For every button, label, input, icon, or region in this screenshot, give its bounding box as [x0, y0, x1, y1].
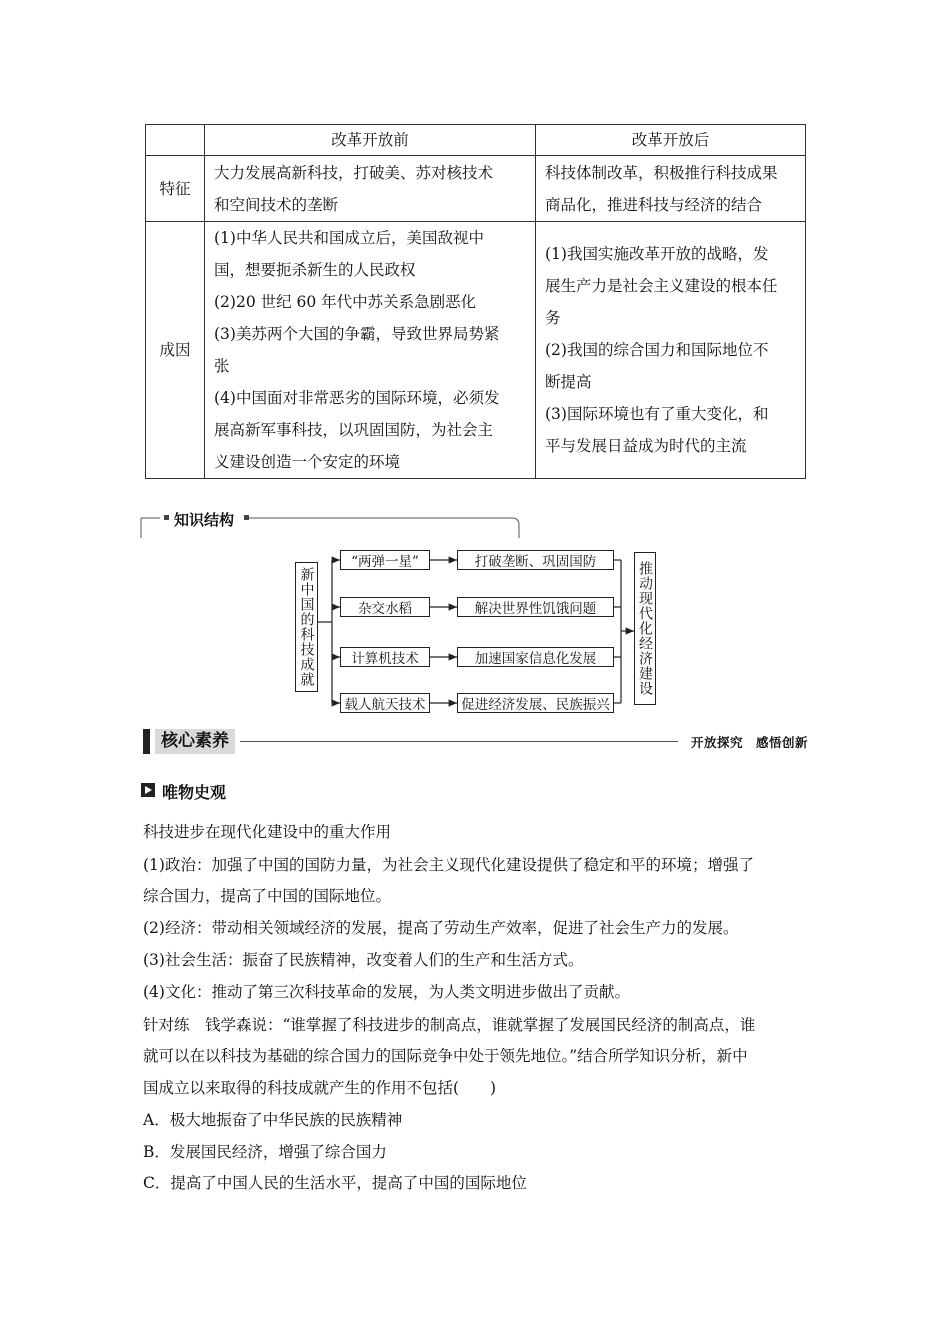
flow-connectors	[290, 545, 670, 715]
paragraph-line: 科技进步在现代化建设中的重大作用	[143, 823, 392, 841]
option-b: B．发展国民经济，增强了综合国力	[143, 1143, 387, 1161]
cell-line: (4)中国面对非常恶劣的国际环境，必须发	[214, 389, 500, 407]
cell-line: (1)我国实施改革开放的战略，发	[545, 245, 769, 263]
exercise-line: 国成立以来取得的科技成就产生的作用不包括( )	[143, 1079, 497, 1097]
table-row	[146, 156, 806, 222]
cell-line: (3)美苏两个大国的争霸，导致世界局势紧	[214, 325, 500, 343]
exercise-line: 就可以在以科技为基础的综合国力的国际竞争中处于领先地位。”结合所学知识分析，新中	[143, 1047, 748, 1065]
achievement-box: 载人航天技术	[340, 693, 430, 713]
effect-box: 解决世界性饥饿问题	[457, 597, 614, 617]
cell-line: 和空间技术的垄断	[214, 195, 339, 214]
cell-line: 务	[545, 309, 561, 327]
banner-bar	[143, 729, 150, 754]
table-row	[146, 222, 806, 479]
bullet-square-icon	[164, 515, 169, 520]
flow-right-box: 推动现代化经济建设	[634, 552, 656, 705]
cell-line: 平与发展日益成为时代的主流	[545, 437, 747, 455]
cell-line: (2)20 世纪 60 年代中苏关系急剧恶化	[214, 293, 477, 311]
row-label: 成因	[146, 222, 205, 479]
paragraph-line: (3)社会生活：振奋了民族精神，改变着人们的生产和生活方式。	[143, 951, 584, 969]
effect-box: 加速国家信息化发展	[457, 647, 614, 667]
table-header-before: 改革开放前	[205, 125, 536, 156]
achievement-box: 杂交水稻	[340, 597, 430, 617]
section-title: 唯物史观	[162, 783, 227, 802]
bullet-square-icon	[244, 515, 249, 520]
paragraph-line: (2)经济：带动相关领域经济的发展，提高了劳动生产效率，促进了社会生产力的发展。	[143, 919, 739, 937]
comparison-table	[145, 124, 806, 479]
cell-line: (1)中华人民共和国成立后，美国敌视中	[214, 229, 484, 247]
cell-after	[536, 222, 806, 479]
cell-line: 商品化，推进科技与经济的结合	[545, 195, 763, 214]
flow-left-box: 新中国的科技成就	[295, 562, 318, 692]
core-title: 核心素养	[155, 729, 235, 754]
cell-line: 义建设创造一个安定的环境	[214, 453, 401, 471]
cell-line: (3)国际环境也有了重大变化，和	[545, 405, 769, 423]
effect-box: 打破垄断、巩固国防	[457, 550, 614, 570]
paragraph-line: 综合国力，提高了中国的国际地位。	[143, 887, 392, 905]
core-subtitle: 开放探究 感悟创新	[691, 735, 809, 750]
knowledge-title: 知识结构	[174, 511, 235, 529]
cell-after	[536, 156, 806, 222]
cell-line: 断提高	[545, 373, 592, 391]
cell-line: (2)我国的综合国力和国际地位不	[545, 341, 769, 359]
table-header-after: 改革开放后	[536, 125, 806, 156]
option-a: A．极大地振奋了中华民族的民族精神	[143, 1111, 403, 1129]
play-triangle-icon	[141, 783, 155, 797]
cell-line: 国，想要扼杀新生的人民政权	[214, 261, 416, 279]
achievement-box: 计算机技术	[340, 647, 430, 667]
cell-line: 科技体制改革，积极推行科技成果	[545, 163, 778, 182]
table-header-blank	[146, 125, 205, 156]
table-header-row	[146, 125, 806, 156]
paragraph-line: (1)政治：加强了中国的国防力量，为社会主义现代化建设提供了稳定和平的环境；增强了	[143, 856, 754, 874]
paragraph-line: (4)文化：推动了第三次科技革命的发展，为人类文明进步做出了贡献。	[143, 983, 630, 1001]
cell-line: 张	[214, 357, 230, 375]
cell-line: 展生产力是社会主义建设的根本任	[545, 277, 778, 295]
cell-before	[205, 222, 536, 479]
row-label: 特征	[146, 156, 205, 222]
cell-before	[205, 156, 536, 222]
cell-line: 展高新军事科技，以巩固国防，为社会主	[214, 421, 494, 439]
banner-divider	[240, 741, 678, 742]
cell-line: 大力发展高新科技，打破美、苏对核技术	[214, 163, 494, 182]
effect-box: 促进经济发展、民族振兴	[457, 693, 614, 713]
option-c: C．提高了中国人民的生活水平，提高了中国的国际地位	[143, 1174, 527, 1192]
achievement-box: “两弹一星”	[340, 550, 430, 570]
exercise-line: 针对练 钱学森说：“谁掌握了科技进步的制高点，谁就掌握了发展国民经济的制高点，谁	[143, 1016, 756, 1034]
